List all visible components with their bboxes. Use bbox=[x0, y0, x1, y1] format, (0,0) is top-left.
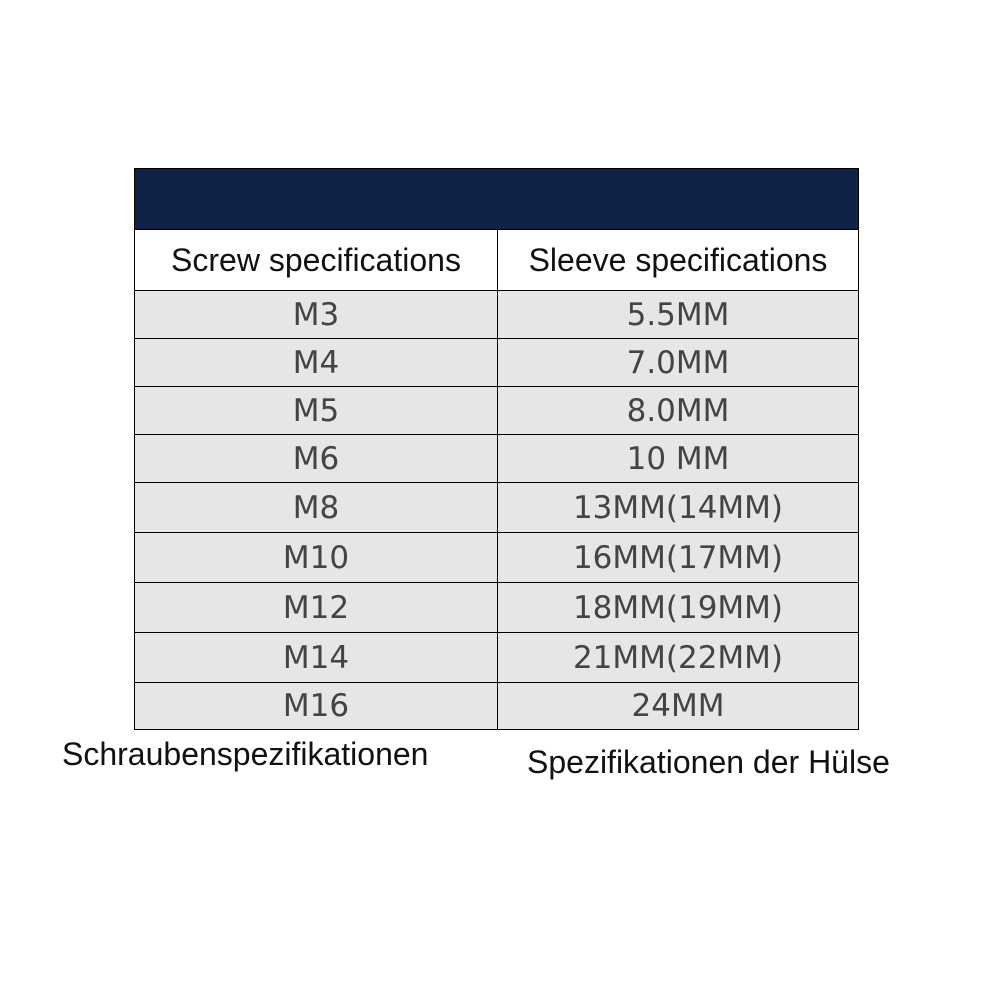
caption-sleeve-german: Spezifikationen der Hülse bbox=[527, 744, 890, 780]
sleeve-cell: 16MM(17MM) bbox=[572, 539, 784, 576]
sleeve-cell: 7.0MM bbox=[626, 344, 730, 381]
screw-cell: M14 bbox=[135, 633, 498, 682]
table-row bbox=[135, 339, 858, 387]
screw-cell: M3 bbox=[135, 291, 498, 338]
table-row bbox=[135, 483, 858, 533]
table-row bbox=[135, 435, 858, 483]
table-row bbox=[135, 583, 858, 633]
screw-cell: M4 bbox=[135, 339, 498, 386]
sleeve-cell: 21MM(22MM) bbox=[572, 639, 784, 676]
table-row bbox=[135, 387, 858, 435]
table-row bbox=[135, 633, 858, 683]
sleeve-cell: 24MM bbox=[631, 688, 725, 724]
table-row bbox=[135, 291, 858, 339]
screw-cell: M8 bbox=[135, 483, 498, 532]
table-row bbox=[135, 683, 858, 729]
sleeve-cell: 13MM(14MM) bbox=[572, 489, 784, 526]
sleeve-cell: 18MM(19MM) bbox=[572, 589, 784, 626]
sleeve-cell: 5.5MM bbox=[626, 296, 730, 333]
screw-cell: M10 bbox=[135, 533, 498, 582]
screw-cell: M6 bbox=[135, 435, 498, 482]
screw-cell: M5 bbox=[135, 387, 498, 434]
column-header-sleeve: Sleeve specifications bbox=[528, 241, 828, 278]
screw-cell: M12 bbox=[135, 583, 498, 632]
column-header-screw: Screw specifications bbox=[135, 230, 498, 290]
caption-screw-german: Schraubenspezifikationen bbox=[62, 736, 429, 772]
table-header-row bbox=[135, 230, 858, 291]
sleeve-cell: 10 MM bbox=[626, 440, 730, 477]
sleeve-cell: 8.0MM bbox=[626, 392, 730, 429]
spec-table bbox=[134, 168, 859, 730]
header-band bbox=[135, 169, 858, 230]
screw-cell: M16 bbox=[135, 683, 498, 729]
table-row bbox=[135, 533, 858, 583]
